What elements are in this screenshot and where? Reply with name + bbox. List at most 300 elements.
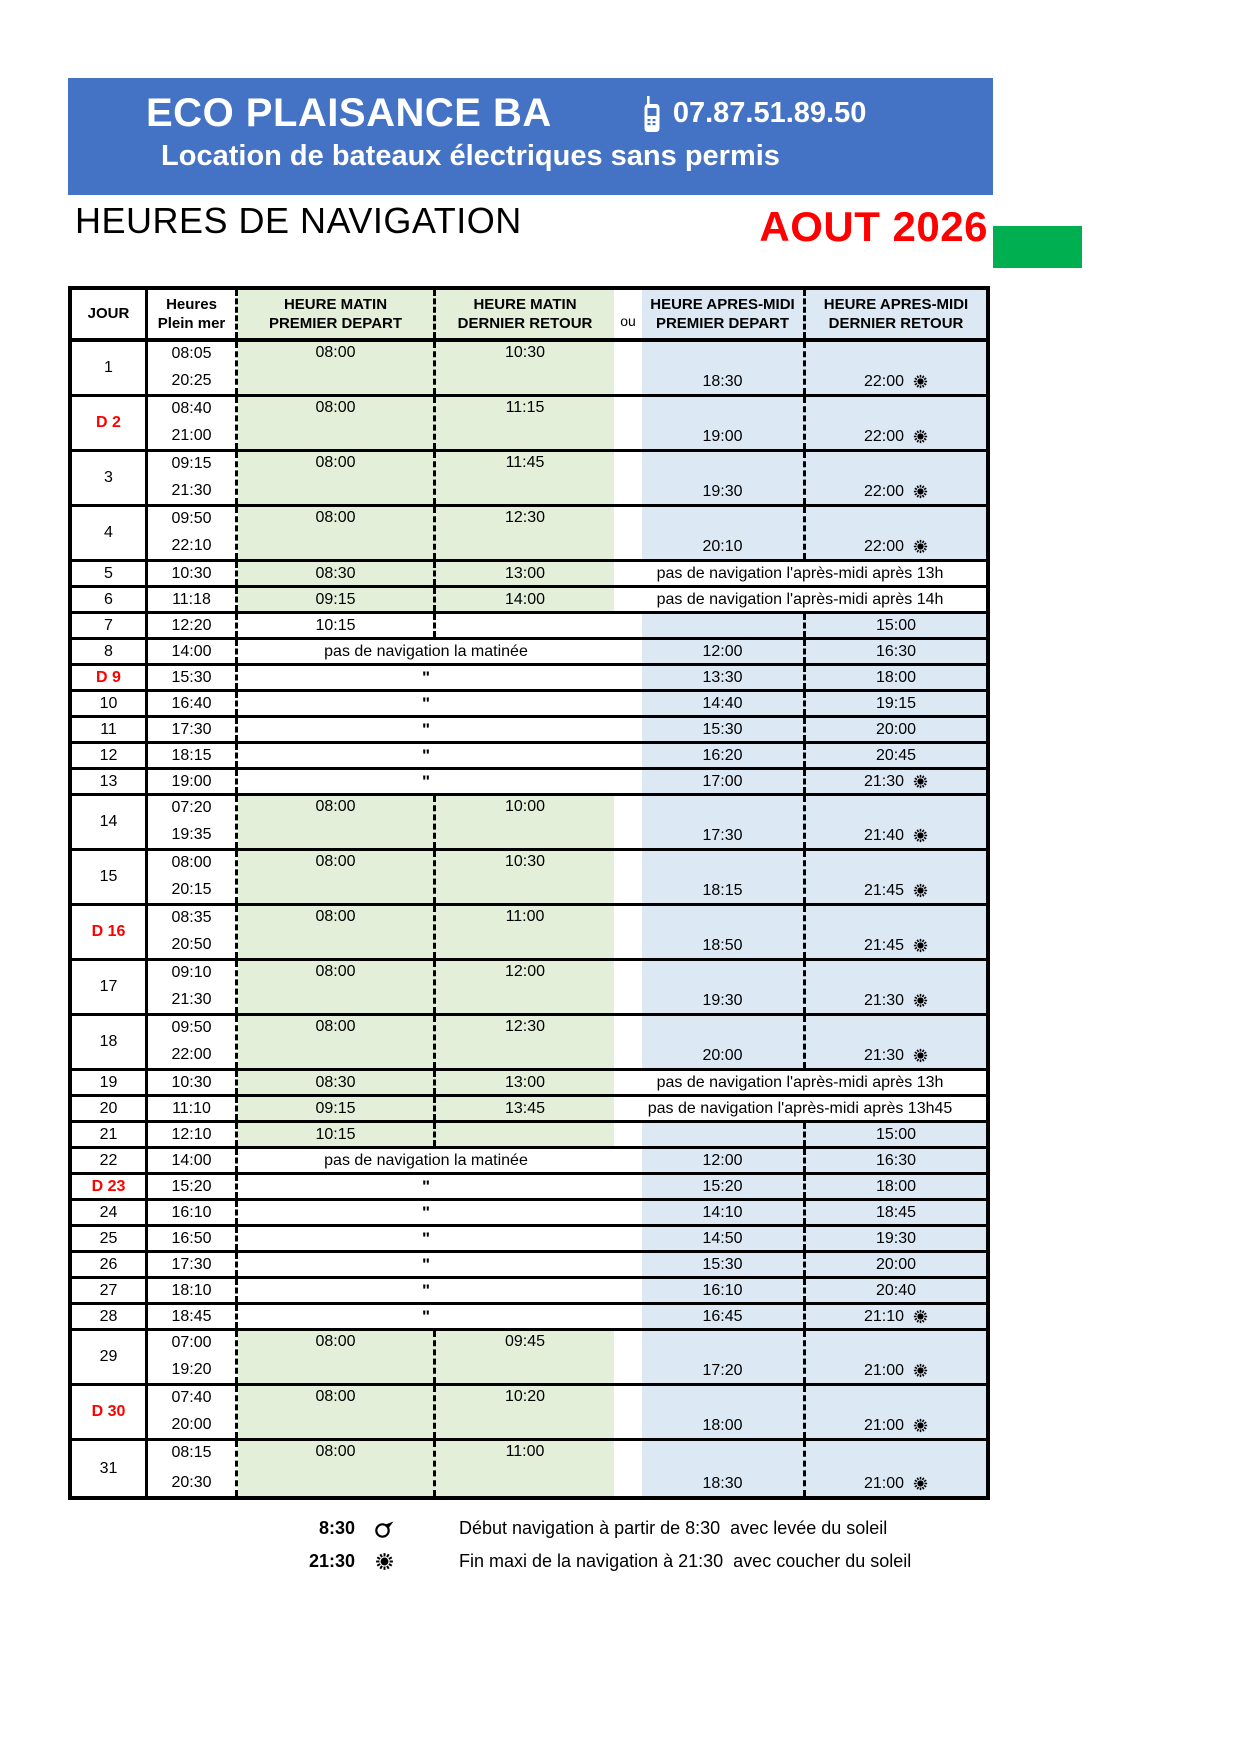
- time-value: 18:00: [875, 1177, 917, 1195]
- day-cell: 24: [72, 1201, 148, 1224]
- phone-block: [640, 95, 867, 133]
- time-value: 21:10: [863, 1307, 905, 1325]
- header-afternoon-return-line2: DERNIER RETOUR: [828, 315, 964, 332]
- morning-return-cell: [436, 562, 614, 585]
- day-cell: 13: [72, 770, 148, 793]
- legend-sunset-text: Fin maxi de la navigation à 21:30 avec coucher du soleil: [459, 1551, 912, 1571]
- morning-depart-cell: [238, 397, 436, 449]
- morning-note-cell: ": [421, 1306, 431, 1326]
- time-value: 22:00: [863, 483, 905, 500]
- afternoon-depart-cell: [642, 342, 806, 394]
- tide-time: 21:30: [171, 991, 212, 1008]
- day-cell: 14: [72, 796, 148, 848]
- time-value: 21:00: [863, 1475, 905, 1492]
- time-value: 12:00: [702, 1151, 743, 1169]
- tide-cell: [148, 1123, 238, 1146]
- afternoon-depart-cell: [642, 1201, 806, 1224]
- morning-note-cell: ": [421, 667, 431, 687]
- sun-icon: [913, 774, 928, 789]
- morning-depart-cell: [238, 588, 436, 611]
- morning-depart-cell: [238, 342, 436, 394]
- sun-icon: [913, 993, 928, 1008]
- day-cell: 28: [72, 1305, 148, 1328]
- morning-note-cell: ": [421, 771, 431, 791]
- month-label: AOUT 2026: [759, 203, 988, 250]
- afternoon-depart-cell: [642, 961, 806, 1013]
- day-cell: 10: [72, 692, 148, 715]
- tide-cell: [148, 1305, 238, 1328]
- tide-time: 22:00: [171, 1046, 212, 1063]
- ou-spacer: [614, 1201, 642, 1224]
- tide-time: 11:10: [172, 1099, 211, 1117]
- time-value: 13:45: [504, 1099, 546, 1117]
- time-value: 16:30: [875, 642, 917, 660]
- tide-cell: [148, 718, 238, 741]
- tide-time: 18:10: [171, 1281, 212, 1299]
- day-cell: 17: [72, 961, 148, 1013]
- schedule-table: [68, 286, 990, 1500]
- time-value: 17:20: [702, 1362, 743, 1379]
- banner-subtitle: Location de bateaux électriques sans permis: [161, 140, 780, 172]
- sun-icon: [913, 1476, 928, 1491]
- ou-spacer: [614, 342, 642, 394]
- header-morning-return-line2: DERNIER RETOUR: [457, 315, 593, 332]
- time-value: 19:30: [702, 483, 743, 500]
- tide-time: 10:30: [171, 564, 212, 582]
- header-morning-depart-line2: PREMIER DEPART: [268, 315, 403, 332]
- tide-time: 09:15: [171, 455, 212, 472]
- table-row: [72, 906, 986, 961]
- tide-time: 09:50: [171, 1019, 212, 1036]
- time-value: 08:00: [315, 908, 356, 925]
- tide-time: 08:15: [171, 1444, 212, 1461]
- morning-depart-cell: [238, 1441, 436, 1496]
- day-cell: 8: [72, 640, 148, 663]
- tide-cell: [148, 1441, 238, 1496]
- day-cell: 18: [72, 1016, 148, 1068]
- header-afternoon-return: [806, 290, 986, 338]
- tide-time: 08:40: [171, 400, 212, 417]
- ou-spacer: [614, 452, 642, 504]
- tide-cell: [148, 1331, 238, 1383]
- day-cell: 12: [72, 744, 148, 767]
- ou-spacer: [614, 744, 642, 767]
- day-cell: 31: [72, 1441, 148, 1496]
- table-row: [72, 1331, 986, 1386]
- day-cell: 3: [72, 452, 148, 504]
- afternoon-return-cell: [806, 640, 986, 663]
- header-morning-depart-line1: HEURE MATIN: [283, 295, 388, 313]
- tide-time: 18:15: [171, 746, 212, 764]
- afternoon-return-cell: [806, 851, 986, 903]
- afternoon-return-cell: [806, 342, 986, 394]
- afternoon-return-cell: [806, 1149, 986, 1172]
- phone-icon: [640, 95, 664, 133]
- afternoon-note-cell: pas de navigation l'après-midi après 13h45: [647, 1099, 953, 1117]
- time-value: 08:00: [315, 963, 356, 980]
- afternoon-depart-cell: [642, 796, 806, 848]
- time-value: 21:00: [863, 1417, 905, 1434]
- morning-return-cell: [436, 961, 614, 1013]
- time-value: 18:50: [702, 937, 743, 954]
- morning-depart-cell: [238, 1071, 436, 1094]
- sun-icon: [913, 1418, 928, 1433]
- header-jour: [72, 290, 148, 338]
- header-jour-label: JOUR: [87, 305, 130, 323]
- morning-depart-cell: [238, 851, 436, 903]
- time-value: 21:45: [863, 882, 905, 899]
- time-value: 12:00: [504, 963, 546, 980]
- legend-sunset-line: [255, 1545, 911, 1578]
- afternoon-return-cell: [806, 744, 986, 767]
- tide-cell: [148, 744, 238, 767]
- time-value: 10:15: [315, 1125, 356, 1143]
- time-value: 20:10: [702, 538, 743, 555]
- table-row: [72, 1071, 986, 1097]
- table-row: [72, 1279, 986, 1305]
- afternoon-return-cell: [806, 1386, 986, 1438]
- day-cell: 25: [72, 1227, 148, 1250]
- time-value: 15:30: [702, 720, 743, 738]
- sun-icon: [913, 374, 928, 389]
- morning-note-cell: ": [421, 1202, 431, 1222]
- table-row: [72, 718, 986, 744]
- day-cell: D 16: [72, 906, 148, 958]
- time-value: 21:00: [863, 1362, 905, 1379]
- time-value: 17:30: [702, 827, 743, 844]
- morning-depart-cell: [238, 1386, 436, 1438]
- afternoon-return-cell: [806, 1279, 986, 1302]
- tide-cell: [148, 906, 238, 958]
- tide-time: 10:30: [171, 1073, 212, 1091]
- time-value: 10:30: [504, 853, 546, 870]
- company-name: ECO PLAISANCE BA: [146, 91, 552, 135]
- tide-cell: [148, 640, 238, 663]
- afternoon-depart-cell: [642, 744, 806, 767]
- ou-spacer: [614, 1123, 642, 1146]
- tide-cell: [148, 1016, 238, 1068]
- tide-time: 17:30: [171, 1255, 212, 1273]
- afternoon-depart-cell: [642, 614, 806, 637]
- afternoon-return-cell: [806, 961, 986, 1013]
- time-value: 10:30: [504, 344, 546, 361]
- time-value: 20:00: [875, 1255, 917, 1273]
- table-row: [72, 692, 986, 718]
- day-cell: 22: [72, 1149, 148, 1172]
- table-row: [72, 452, 986, 507]
- table-row: [72, 562, 986, 588]
- ou-spacer: [614, 718, 642, 741]
- time-value: 15:00: [875, 616, 917, 634]
- afternoon-depart-cell: [642, 1123, 806, 1146]
- afternoon-depart-cell: [642, 1016, 806, 1068]
- tide-time: 07:00: [171, 1334, 212, 1351]
- time-value: 13:00: [504, 564, 546, 582]
- time-value: 16:20: [702, 746, 743, 764]
- afternoon-depart-cell: [642, 1175, 806, 1198]
- morning-return-cell: [436, 796, 614, 848]
- table-row: [72, 342, 986, 397]
- afternoon-return-cell: [806, 614, 986, 637]
- ou-spacer: [614, 397, 642, 449]
- time-value: 14:40: [702, 694, 743, 712]
- tide-time: 08:00: [171, 854, 212, 871]
- header-morning-depart: [238, 290, 436, 338]
- morning-return-cell: [436, 1123, 614, 1146]
- tide-cell: [148, 562, 238, 585]
- time-value: 08:00: [315, 454, 356, 471]
- table-row: [72, 1123, 986, 1149]
- sun-icon: [913, 938, 928, 953]
- time-value: 21:45: [863, 937, 905, 954]
- table-row: [72, 614, 986, 640]
- table-row: [72, 770, 986, 796]
- time-value: 12:30: [504, 1018, 546, 1035]
- afternoon-depart-cell: [642, 1279, 806, 1302]
- table-row: [72, 796, 986, 851]
- time-value: 14:10: [702, 1203, 743, 1221]
- time-value: 19:30: [702, 992, 743, 1009]
- morning-depart-cell: [238, 1331, 436, 1383]
- morning-depart-cell: [238, 1016, 436, 1068]
- morning-return-cell: [436, 1441, 614, 1496]
- afternoon-return-cell: [806, 666, 986, 689]
- ou-spacer: [614, 906, 642, 958]
- time-value: 13:30: [702, 668, 743, 686]
- tide-cell: [148, 1253, 238, 1276]
- tide-time: 14:00: [171, 1151, 212, 1169]
- morning-note-cell: ": [421, 1176, 431, 1196]
- time-value: 16:30: [875, 1151, 917, 1169]
- sun-icon: [913, 429, 928, 444]
- table-row: [72, 851, 986, 906]
- tide-time: 17:30: [171, 720, 212, 738]
- afternoon-return-cell: [806, 796, 986, 848]
- table-row: [72, 1253, 986, 1279]
- time-value: 13:00: [504, 1073, 546, 1091]
- morning-note-cell: ": [421, 1254, 431, 1274]
- tide-time: 20:25: [171, 372, 212, 389]
- ou-spacer: [614, 1331, 642, 1383]
- morning-return-cell: [436, 1386, 614, 1438]
- time-value: 10:20: [504, 1388, 546, 1405]
- morning-return-cell: [436, 342, 614, 394]
- afternoon-return-cell: [806, 1441, 986, 1496]
- tide-time: 12:20: [171, 616, 212, 634]
- afternoon-return-cell: [806, 1201, 986, 1224]
- time-value: 08:00: [315, 399, 356, 416]
- phone-number: 07.87.51.89.50: [672, 97, 867, 129]
- legend: [255, 1512, 911, 1578]
- afternoon-return-cell: [806, 1175, 986, 1198]
- ou-spacer: [614, 851, 642, 903]
- afternoon-return-cell: [806, 1123, 986, 1146]
- day-cell: 29: [72, 1331, 148, 1383]
- tide-time: 22:10: [171, 537, 212, 554]
- time-value: 20:40: [875, 1281, 917, 1299]
- time-value: 09:15: [315, 1099, 356, 1117]
- tide-cell: [148, 1227, 238, 1250]
- afternoon-depart-cell: [642, 906, 806, 958]
- day-cell: D 9: [72, 666, 148, 689]
- afternoon-depart-cell: [642, 1253, 806, 1276]
- morning-depart-cell: [238, 906, 436, 958]
- afternoon-return-cell: [806, 1305, 986, 1328]
- time-value: 18:00: [702, 1417, 743, 1434]
- time-value: 21:30: [863, 1047, 905, 1064]
- time-value: 16:10: [702, 1281, 743, 1299]
- morning-return-cell: [436, 1331, 614, 1383]
- afternoon-depart-cell: [642, 1149, 806, 1172]
- ou-spacer: [614, 1386, 642, 1438]
- day-cell: 7: [72, 614, 148, 637]
- afternoon-depart-cell: [642, 1305, 806, 1328]
- time-value: 08:00: [315, 1443, 356, 1460]
- ou-spacer: [614, 961, 642, 1013]
- tide-cell: [148, 1097, 238, 1120]
- morning-depart-cell: [238, 1097, 436, 1120]
- tide-cell: [148, 1279, 238, 1302]
- time-value: 12:30: [504, 509, 546, 526]
- morning-note-cell: ": [421, 745, 431, 765]
- table-header: [72, 290, 986, 342]
- afternoon-return-cell: [806, 1253, 986, 1276]
- table-row: [72, 588, 986, 614]
- tide-time: 07:40: [171, 1389, 212, 1406]
- tide-time: 08:35: [171, 909, 212, 926]
- afternoon-note-cell: pas de navigation l'après-midi après 14h: [656, 590, 944, 608]
- time-value: 12:00: [702, 642, 743, 660]
- time-value: 11:00: [505, 1443, 545, 1460]
- tide-cell: [148, 666, 238, 689]
- time-value: 21:30: [863, 772, 905, 790]
- afternoon-return-cell: [806, 692, 986, 715]
- sun-icon: [913, 883, 928, 898]
- afternoon-depart-cell: [642, 1441, 806, 1496]
- time-value: 11:00: [505, 908, 545, 925]
- time-value: 14:50: [702, 1229, 743, 1247]
- time-value: 08:00: [315, 344, 356, 361]
- header-tide-line2: Plein mer: [157, 315, 226, 332]
- morning-note-cell: pas de navigation la matinée: [324, 642, 528, 660]
- morning-return-cell: [436, 452, 614, 504]
- table-row: [72, 961, 986, 1016]
- tide-time: 19:20: [171, 1361, 212, 1378]
- legend-sunrise-line: [255, 1512, 911, 1545]
- tide-time: 09:10: [171, 964, 212, 981]
- morning-note-cell: ": [421, 693, 431, 713]
- time-value: 15:30: [702, 1255, 743, 1273]
- time-value: 19:00: [702, 428, 743, 445]
- afternoon-return-cell: [806, 1331, 986, 1383]
- morning-return-cell: [436, 851, 614, 903]
- day-cell: 4: [72, 507, 148, 559]
- morning-return-cell: [436, 1097, 614, 1120]
- time-value: 19:30: [875, 1229, 917, 1247]
- time-value: 14:00: [504, 590, 546, 608]
- tide-cell: [148, 614, 238, 637]
- ou-spacer: [614, 666, 642, 689]
- tide-time: 21:30: [171, 482, 212, 499]
- ou-spacer: [614, 1175, 642, 1198]
- header-afternoon-depart: [642, 290, 806, 338]
- table-row: [72, 1386, 986, 1441]
- morning-depart-cell: [238, 562, 436, 585]
- ou-spacer: [614, 507, 642, 559]
- time-value: 20:00: [875, 720, 917, 738]
- tide-time: 07:20: [171, 799, 212, 816]
- table-row: [72, 507, 986, 562]
- header-morning-return-line1: HEURE MATIN: [473, 295, 577, 313]
- afternoon-return-cell: [806, 770, 986, 793]
- tide-time: 20:30: [171, 1474, 212, 1491]
- ou-spacer: [614, 1441, 642, 1496]
- morning-return-cell: [436, 906, 614, 958]
- header-afternoon-depart-line1: HEURE APRES-MIDI: [650, 295, 795, 313]
- table-row: [72, 1175, 986, 1201]
- ou-spacer: [614, 692, 642, 715]
- day-cell: 20: [72, 1097, 148, 1120]
- table-row: [72, 666, 986, 692]
- afternoon-depart-cell: [642, 1331, 806, 1383]
- ou-spacer: [614, 796, 642, 848]
- tide-cell: [148, 961, 238, 1013]
- tide-cell: [148, 452, 238, 504]
- time-value: 18:00: [875, 668, 917, 686]
- sun-icon: [913, 1309, 928, 1324]
- tide-time: 20:50: [171, 936, 212, 953]
- time-value: 22:00: [863, 428, 905, 445]
- afternoon-return-cell: [806, 1016, 986, 1068]
- time-value: 21:30: [863, 992, 905, 1009]
- table-row: [72, 1097, 986, 1123]
- afternoon-depart-cell: [642, 718, 806, 741]
- time-value: 10:00: [504, 798, 546, 815]
- tide-cell: [148, 1386, 238, 1438]
- tide-cell: [148, 1149, 238, 1172]
- tide-time: 16:50: [171, 1229, 212, 1247]
- afternoon-depart-cell: [642, 851, 806, 903]
- ou-spacer: [614, 1149, 642, 1172]
- tide-time: 09:50: [171, 510, 212, 527]
- time-value: 20:45: [875, 746, 917, 764]
- afternoon-depart-cell: [642, 640, 806, 663]
- ou-spacer: [614, 770, 642, 793]
- day-cell: D 23: [72, 1175, 148, 1198]
- sunset-time: 21:30: [308, 1551, 355, 1571]
- morning-depart-cell: [238, 452, 436, 504]
- header-morning-return: [436, 290, 614, 338]
- tide-cell: [148, 507, 238, 559]
- time-value: 22:00: [863, 373, 905, 390]
- morning-depart-cell: [238, 796, 436, 848]
- tide-time: 18:45: [171, 1307, 212, 1325]
- time-value: 08:30: [315, 1073, 356, 1091]
- time-value: 18:45: [875, 1203, 917, 1221]
- day-cell: 15: [72, 851, 148, 903]
- tide-time: 21:00: [171, 427, 212, 444]
- table-row: [72, 744, 986, 770]
- day-cell: D 30: [72, 1386, 148, 1438]
- afternoon-depart-cell: [642, 397, 806, 449]
- day-cell: 27: [72, 1279, 148, 1302]
- tide-cell: [148, 1175, 238, 1198]
- header-afternoon-return-line1: HEURE APRES-MIDI: [823, 295, 969, 313]
- banner: [68, 78, 993, 195]
- page-title: HEURES DE NAVIGATION: [75, 200, 522, 241]
- time-value: 19:15: [875, 694, 917, 712]
- ou-spacer: [614, 640, 642, 663]
